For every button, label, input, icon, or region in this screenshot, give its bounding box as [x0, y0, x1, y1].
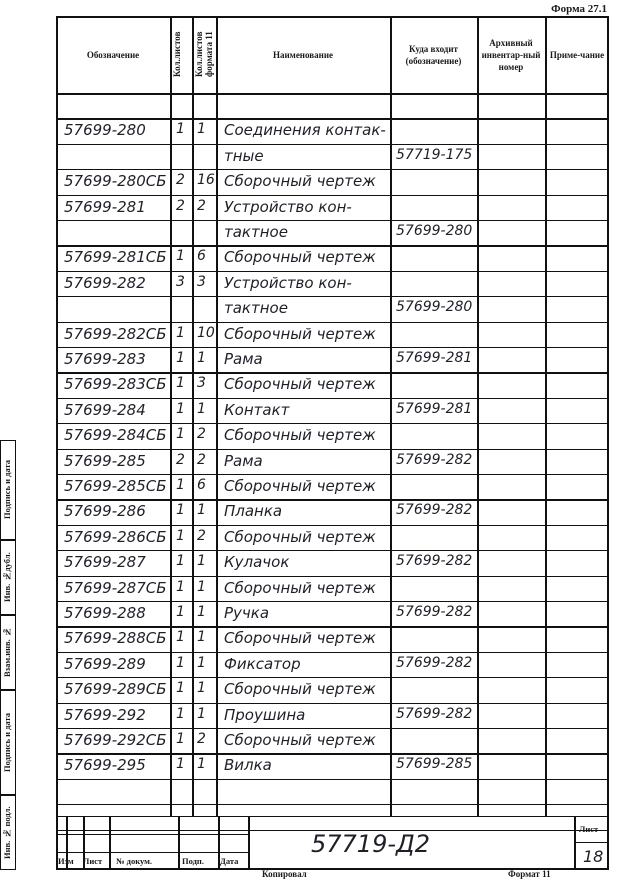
cell-oboznachenie: 57699-287	[64, 553, 146, 572]
cell-kol-listov-11: 16	[197, 172, 215, 189]
cell-naimenovanie: Сборочный чертеж	[224, 629, 376, 648]
cell-oboznachenie: 57699-286СБ	[64, 527, 167, 546]
table-row	[56, 169, 609, 194]
cell-naimenovanie: Сборочный чертеж	[224, 527, 376, 546]
cell-kuda-vhodit: 57699-280	[396, 223, 473, 239]
tb-list-label: Лист	[579, 824, 599, 834]
cell-oboznachenie: 57699-292	[64, 705, 146, 724]
cell-kol-listov: 3	[176, 273, 185, 290]
cell-kol-listov: 1	[176, 375, 185, 392]
cell-kol-listov: 1	[176, 527, 185, 544]
cell-kol-listov-11: 1	[197, 400, 206, 417]
table-row	[56, 347, 609, 372]
cell-kuda-vhodit: 57699-281	[396, 400, 473, 417]
table-row	[56, 398, 609, 423]
forma-label: Форма 27.1	[551, 3, 607, 15]
footer-kopiroval: Копировал	[262, 869, 307, 879]
cell-naimenovanie: тные	[224, 146, 264, 165]
header-arhivny-nomer: Архивный инвентар-ный номер	[481, 37, 541, 72]
cell-naimenovanie: Устройство кон-	[224, 197, 352, 216]
cell-kol-listov: 1	[176, 705, 185, 722]
cell-kol-listov: 1	[176, 680, 185, 697]
cell-naimenovanie: Сборочный чертеж	[224, 426, 376, 445]
cell-naimenovanie: Соединения контак-	[224, 121, 386, 140]
cell-kol-listov: 1	[176, 426, 185, 443]
tb-izm: Изм	[58, 856, 74, 866]
cell-kol-listov: 1	[176, 629, 185, 646]
table-row	[56, 245, 609, 270]
tb-list: Лист	[83, 856, 103, 866]
cell-naimenovanie: Рама	[224, 350, 263, 368]
cell-kol-listov-11: 1	[197, 680, 206, 697]
table-row	[56, 322, 609, 347]
cell-kol-listov-11: 1	[197, 350, 206, 366]
cell-naimenovanie: Рама	[224, 451, 263, 470]
cell-kol-listov-11: 1	[197, 705, 206, 722]
table-row	[56, 652, 609, 677]
cell-naimenovanie: Ручка	[224, 604, 270, 622]
cell-kol-listov-11: 6	[197, 477, 206, 493]
table-row	[56, 423, 609, 448]
table-row	[56, 144, 609, 169]
cell-oboznachenie: 57699-282СБ	[64, 324, 167, 343]
cell-naimenovanie: тактное	[224, 223, 288, 241]
cell-kol-listov: 1	[176, 121, 185, 138]
cell-naimenovanie: Сборочный чертеж	[224, 375, 376, 394]
cell-oboznachenie: 57699-282	[64, 273, 146, 292]
cell-kuda-vhodit: 57699-282	[396, 451, 473, 468]
cell-naimenovanie: Контакт	[224, 400, 290, 419]
side-label-inv-podl: Инв. № подл.	[2, 806, 12, 859]
cell-oboznachenie: 57699-280	[64, 121, 146, 140]
document-designation: 57719-Д2	[311, 830, 431, 858]
table-row	[56, 474, 609, 499]
table-row	[56, 195, 609, 220]
cell-kuda-vhodit: 57699-282	[396, 654, 473, 671]
table-row	[56, 525, 609, 550]
header-kol-listov-11: Кол.листов формата 11	[194, 31, 214, 78]
cell-kuda-vhodit: 57699-281	[396, 350, 473, 366]
cell-naimenovanie: Проушина	[224, 705, 306, 724]
cell-oboznachenie: 57699-284	[64, 400, 146, 419]
cell-kol-listov-11: 2	[197, 197, 206, 214]
cell-oboznachenie: 57699-288	[64, 604, 146, 622]
table-row	[56, 779, 609, 804]
table-row	[56, 626, 609, 651]
header-oboznachenie: Обозначение	[86, 49, 140, 60]
cell-oboznachenie: 57699-285СБ	[64, 477, 167, 495]
cell-naimenovanie: Устройство кон-	[224, 273, 352, 292]
cell-kol-listov: 1	[176, 756, 185, 773]
cell-kol-listov-11: 1	[197, 654, 206, 671]
cell-kol-listov-11: 1	[197, 502, 206, 519]
table-row	[56, 677, 609, 702]
table-row	[56, 296, 609, 321]
header-kuda-vhodit: Куда входит (обозначение)	[405, 43, 462, 66]
cell-oboznachenie: 57699-281	[64, 197, 146, 216]
cell-oboznachenie: 57699-283СБ	[64, 375, 167, 394]
cell-kuda-vhodit: 57699-282	[396, 604, 473, 620]
side-label-podp-data-2: Подпись и дата	[2, 460, 12, 520]
cell-kol-listov-11: 6	[197, 248, 206, 265]
cell-kol-listov: 1	[176, 553, 185, 570]
tb-n-dokum: № докум.	[116, 856, 153, 866]
cell-naimenovanie: Сборочный чертеж	[224, 731, 376, 749]
table-row	[56, 220, 609, 245]
cell-kol-listov: 1	[176, 731, 185, 747]
cell-kol-listov-11: 3	[197, 375, 206, 392]
cell-kol-listov-11: 2	[197, 426, 206, 443]
cell-naimenovanie: Сборочный чертеж	[224, 172, 376, 191]
cell-oboznachenie: 57699-288СБ	[64, 629, 167, 648]
cell-oboznachenie: 57699-281СБ	[64, 248, 167, 267]
header-primechanie: Приме-чание	[549, 49, 605, 60]
cell-kol-listov-11: 1	[197, 604, 206, 620]
cell-naimenovanie: тактное	[224, 299, 288, 318]
cell-oboznachenie: 57699-287СБ	[64, 578, 167, 597]
cell-kol-listov-11: 1	[197, 629, 206, 646]
cell-kol-listov: 1	[176, 324, 185, 341]
table-row	[56, 550, 609, 575]
cell-kuda-vhodit: 57699-282	[396, 553, 473, 570]
cell-oboznachenie: 57699-285	[64, 451, 146, 470]
cell-oboznachenie: 57699-283	[64, 350, 146, 368]
cell-naimenovanie: Сборочный чертеж	[224, 680, 376, 699]
cell-naimenovanie: Сборочный чертеж	[224, 324, 376, 343]
cell-kol-listov: 1	[176, 578, 185, 595]
cell-kol-listov: 1	[176, 477, 185, 493]
cell-kuda-vhodit: 57699-280	[396, 299, 473, 316]
cell-oboznachenie: 57699-280СБ	[64, 172, 167, 191]
cell-kol-listov-11: 10	[197, 324, 215, 341]
cell-kol-listov-11: 1	[197, 578, 206, 595]
side-label-podp-data-1: Подпись и дата	[2, 713, 12, 772]
cell-kol-listov-11: 2	[197, 451, 206, 468]
cell-kol-listov: 2	[176, 451, 185, 468]
table-row	[56, 118, 609, 143]
header-kol-listov: Кол.листов	[172, 31, 182, 78]
cell-kuda-vhodit: 57699-282	[396, 502, 473, 519]
cell-naimenovanie: Сборочный чертеж	[224, 578, 376, 597]
table-row	[56, 499, 609, 524]
cell-naimenovanie: Сборочный чертеж	[224, 248, 376, 267]
table-row	[56, 449, 609, 474]
cell-oboznachenie: 57699-295	[64, 756, 146, 775]
cell-oboznachenie: 57699-289	[64, 654, 146, 673]
table-row	[56, 93, 609, 118]
table-row	[56, 703, 609, 728]
cell-kol-listov: 1	[176, 604, 185, 620]
table-row	[56, 576, 609, 601]
cell-kol-listov: 1	[176, 654, 185, 671]
table-row	[56, 728, 609, 753]
cell-oboznachenie: 57699-284СБ	[64, 426, 167, 445]
cell-oboznachenie: 57699-286	[64, 502, 146, 521]
table-row	[56, 271, 609, 296]
tb-data: Дата	[220, 856, 239, 866]
cell-kol-listov: 1	[176, 350, 185, 366]
cell-kol-listov-11: 2	[197, 731, 206, 747]
cell-kuda-vhodit: 57699-282	[396, 705, 473, 722]
table-row	[56, 372, 609, 397]
table-row	[56, 601, 609, 626]
cell-kol-listov: 1	[176, 400, 185, 417]
cell-kol-listov-11: 3	[197, 273, 206, 290]
cell-kol-listov: 2	[176, 172, 185, 189]
cell-kol-listov: 1	[176, 502, 185, 519]
cell-kol-listov: 2	[176, 197, 185, 214]
cell-kol-listov: 1	[176, 248, 185, 265]
cell-kol-listov-11: 2	[197, 527, 206, 544]
cell-oboznachenie: 57699-292СБ	[64, 731, 167, 749]
cell-naimenovanie: Вилка	[224, 756, 272, 775]
cell-kol-listov-11: 1	[197, 121, 206, 138]
cell-naimenovanie: Кулачок	[224, 553, 290, 572]
cell-kol-listov-11: 1	[197, 756, 206, 773]
cell-kuda-vhodit: 57699-285	[396, 756, 473, 773]
cell-naimenovanie: Фиксатор	[224, 654, 301, 673]
side-label-vzam-inv: Взам.инв. №	[2, 627, 12, 678]
header-naimenovanie: Наименование	[273, 49, 333, 60]
cell-naimenovanie: Планка	[224, 502, 283, 521]
specification-table	[56, 16, 609, 816]
cell-oboznachenie: 57699-289СБ	[64, 680, 167, 699]
side-label-inv-dubl: Инв. №дубл.	[2, 552, 12, 603]
cell-kuda-vhodit: 57719-175	[396, 146, 473, 163]
title-block	[56, 816, 609, 870]
sheet-number: 18	[583, 847, 604, 866]
cell-kol-listov-11: 1	[197, 553, 206, 570]
cell-naimenovanie: Сборочный чертеж	[224, 477, 376, 495]
table-row	[56, 753, 609, 778]
tb-podp: Подп.	[182, 856, 204, 866]
footer-format: Формат 11	[508, 869, 551, 879]
